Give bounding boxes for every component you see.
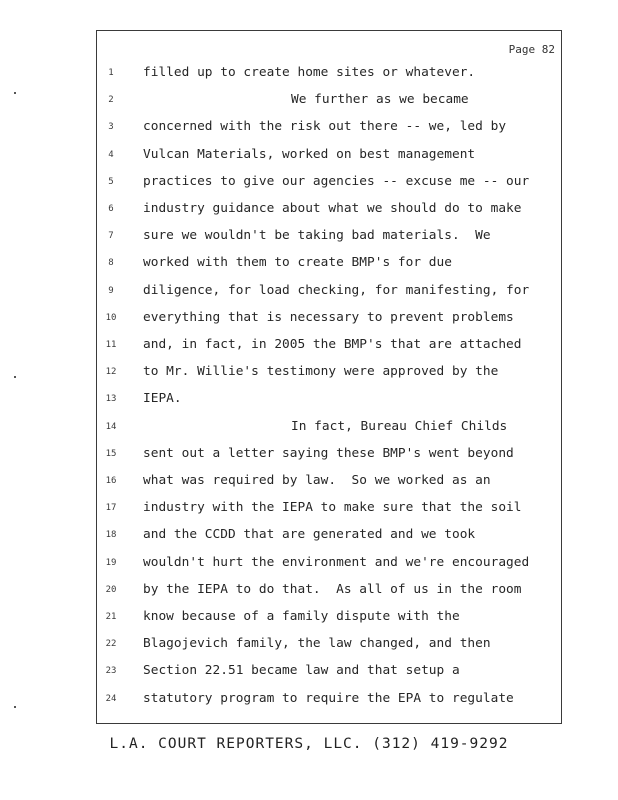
line-text: practices to give our agencies -- excuse me -- our [143, 173, 530, 189]
line-number: 1 [108, 68, 114, 78]
line-text: In fact, Bureau Chief Childs [291, 418, 508, 434]
line-number: 13 [105, 394, 117, 405]
line-text: IEPA. [143, 391, 182, 407]
line-number: 6 [108, 204, 114, 214]
line-number: 18 [105, 530, 117, 541]
line-number: 21 [105, 612, 117, 622]
transcript-line [97, 500, 563, 527]
line-text: sure we wouldn't be taking bad materials. We [143, 228, 491, 244]
transcript-line [97, 310, 563, 337]
transcript-line [97, 147, 563, 174]
transcript-line [97, 555, 563, 582]
transcript-line [97, 446, 563, 473]
court-reporter-footer: L.A. COURT REPORTERS, LLC. (312) 419-9292 [109, 736, 509, 752]
transcript-line [97, 65, 563, 92]
line-number: 5 [108, 176, 114, 187]
line-number: 16 [105, 476, 117, 486]
transcript-line [97, 201, 563, 228]
line-number: 24 [105, 693, 117, 704]
line-number: 17 [105, 503, 117, 514]
line-text: filled up to create home sites or whatever. [143, 65, 476, 80]
line-text: statutory program to require the EPA to regulate [143, 690, 514, 706]
line-text: Vulcan Materials, worked on best management [143, 146, 476, 162]
line-text: and, in fact, in 2005 the BMP's that are attached [143, 337, 522, 352]
line-number: 19 [105, 557, 117, 568]
line-number: 11 [105, 340, 117, 350]
transcript-line [97, 582, 563, 609]
transcript-line [97, 527, 563, 554]
page-number: Page 82 [508, 43, 555, 56]
transcript-line [97, 228, 563, 255]
line-text: Blagojevich family, the law changed, and then [143, 636, 491, 652]
line-number: 3 [108, 122, 114, 133]
line-number: 10 [105, 312, 117, 323]
transcript-line [97, 119, 563, 146]
transcript-line [97, 691, 563, 718]
transcript-line [97, 337, 563, 364]
line-number: 7 [108, 231, 114, 242]
line-text: what was required by law. So we worked as an [143, 473, 491, 488]
line-number: 14 [105, 421, 117, 432]
line-number: 12 [105, 367, 117, 378]
line-number: 23 [105, 666, 117, 677]
scan-speck [14, 376, 16, 378]
line-number: 15 [105, 448, 117, 459]
line-text: diligence, for load checking, for manifesting, for [143, 282, 530, 298]
line-text: know because of a family dispute with the [143, 609, 460, 624]
line-text: We further as we became [291, 92, 469, 108]
transcript-line [97, 283, 563, 310]
scan-speck [14, 706, 16, 708]
transcript-line [97, 364, 563, 391]
transcript-line [97, 92, 563, 119]
line-number: 9 [108, 285, 114, 296]
transcript-line [97, 663, 563, 690]
line-text: wouldn't hurt the environment and we're encouraged [143, 554, 530, 570]
line-text: worked with them to create BMP's for due [143, 255, 452, 271]
transcript-line [97, 174, 563, 201]
line-text: Section 22.51 became law and that setup a [143, 663, 460, 679]
transcript-line [97, 473, 563, 500]
line-number: 8 [108, 258, 114, 269]
scan-speck [14, 92, 16, 94]
line-text: industry guidance about what we should do to make [143, 201, 522, 216]
line-text: sent out a letter saying these BMP's went beyond [143, 445, 514, 461]
line-number: 20 [105, 584, 117, 595]
line-text: everything that is necessary to prevent problems [143, 309, 514, 325]
transcript-line [97, 391, 563, 418]
transcript-line [97, 609, 563, 636]
line-text: by the IEPA to do that. As all of us in the room [143, 581, 522, 597]
transcript-line [97, 419, 563, 446]
line-number: 2 [108, 95, 114, 106]
line-number: 22 [105, 639, 117, 650]
line-text: industry with the IEPA to make sure that the soil [143, 500, 522, 516]
transcript-line [97, 636, 563, 663]
transcript-line [97, 255, 563, 282]
line-text: to Mr. Willie's testimony were approved by the [143, 364, 499, 380]
line-text: and the CCDD that are generated and we took [143, 527, 476, 543]
transcript-page [96, 30, 562, 724]
line-text: concerned with the risk out there -- we, led by [143, 119, 507, 135]
line-number: 4 [108, 149, 114, 160]
